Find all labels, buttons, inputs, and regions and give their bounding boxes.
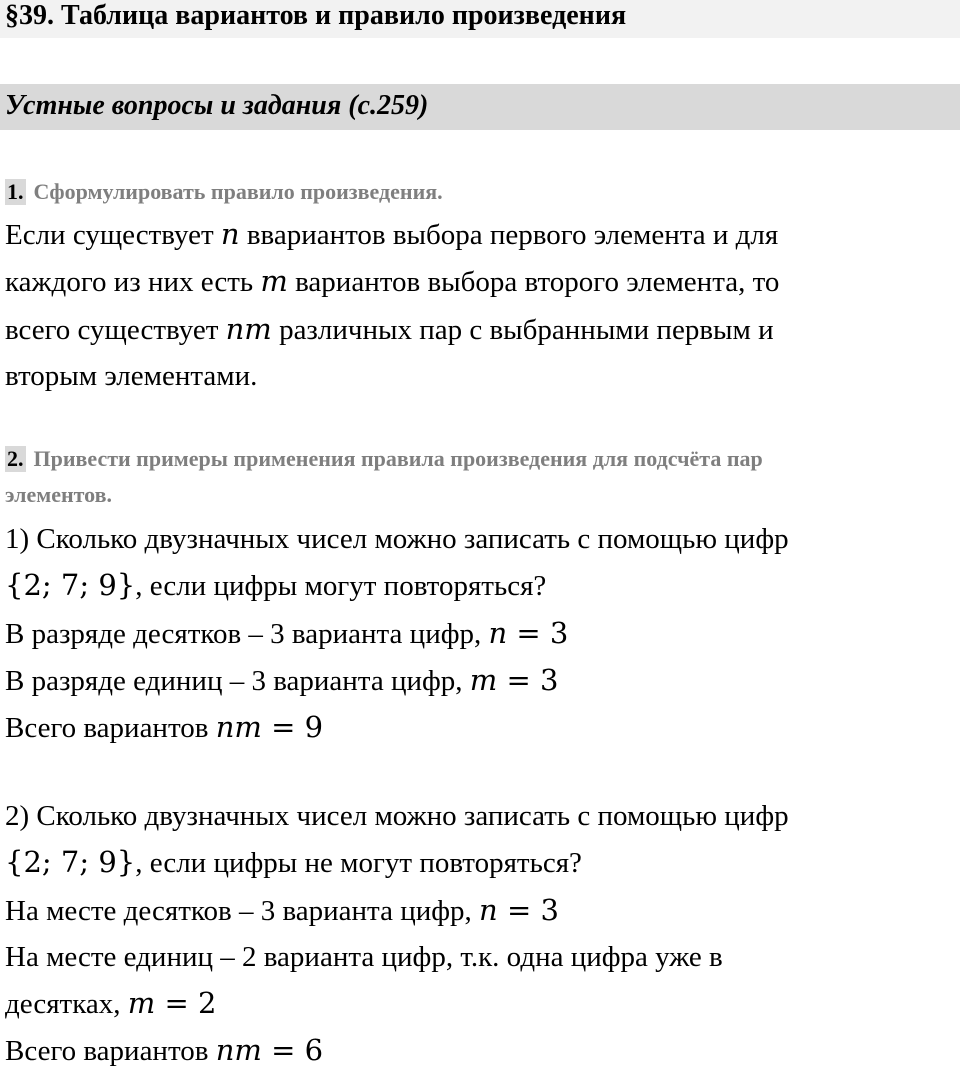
math-var: n <box>220 217 240 251</box>
section-title: Устные вопросы и задания (с.259) <box>5 90 429 121</box>
text: Всего вариантов <box>5 1035 216 1068</box>
answer-line: вторым элементами. <box>5 359 258 392</box>
math-var: nm <box>215 1033 262 1068</box>
example-1 <box>5 516 955 751</box>
question-line <box>5 562 955 609</box>
text: каждого из них есть <box>5 266 261 299</box>
task-2-heading-text-cont: элементов. <box>5 482 112 507</box>
question-line: 2) Сколько двузначных чисел можно записать с помощью цифр <box>5 800 789 832</box>
math-set: {2; 7; 9} <box>5 845 136 880</box>
task-1-heading-text: Сформулировать правило произведения. <box>33 179 443 204</box>
answer-line <box>5 657 955 704</box>
math-var: m <box>260 264 288 299</box>
text: вариантов выбора второго элемента, то <box>287 266 780 299</box>
math-var: nm <box>215 710 262 745</box>
example-2 <box>5 793 955 1075</box>
answer-line <box>5 1027 955 1074</box>
math-value: = 2 <box>155 986 217 1021</box>
text: Всего вариантов <box>5 712 216 745</box>
answer-line <box>5 610 955 657</box>
math-value: = 3 <box>507 615 569 650</box>
text: ввариантов выбора первого элемента и для <box>239 219 779 251</box>
math-var: n <box>479 892 498 927</box>
page-title: §39. Таблица вариантов и правило произведения <box>5 0 627 31</box>
answer-line <box>5 704 955 751</box>
text: Если существует <box>5 219 221 251</box>
answer-line <box>5 211 955 258</box>
math-var: nm <box>225 311 272 346</box>
text: В разряде единиц – 3 варианта цифр, <box>5 664 470 697</box>
math-var: m <box>469 662 498 697</box>
task-1-number: 1. <box>7 179 24 204</box>
math-set: {2; 7; 9} <box>5 568 136 603</box>
math-value: = 9 <box>261 710 324 745</box>
answer-line: На месте единиц – 2 варианта цифр, т.к. одна цифра уже в <box>5 940 723 973</box>
math-value: = 3 <box>497 662 559 697</box>
text: различных пар с выбранными первым и <box>271 313 774 346</box>
answer-line <box>5 258 955 305</box>
text: десятках, <box>5 988 128 1021</box>
text: всего существует <box>5 313 226 346</box>
text: , если цифры могут повторяться? <box>135 570 547 603</box>
answer-line <box>5 306 955 353</box>
answer-line <box>5 887 955 934</box>
task-2-heading-text: Привести примеры применения правила произведения для подсчёта пар <box>33 446 763 471</box>
text: , если цифры не могут повторяться? <box>135 847 582 880</box>
text: В разряде десятков – 3 варианта цифр, <box>5 617 489 650</box>
math-var: n <box>488 615 508 650</box>
question-line: 1) Сколько двузначных чисел можно записать с помощью цифр <box>5 523 789 555</box>
task-2-number: 2. <box>7 446 24 471</box>
text: На месте десятков – 3 варианта цифр, <box>5 894 480 927</box>
question-line <box>5 839 955 886</box>
answer-line <box>5 980 955 1027</box>
math-value: = 3 <box>497 892 559 927</box>
math-value: = 6 <box>261 1033 324 1068</box>
task-2-heading <box>5 441 955 513</box>
task-1-answer <box>5 211 955 399</box>
task-1-heading <box>5 174 955 210</box>
math-var: m <box>127 986 156 1021</box>
